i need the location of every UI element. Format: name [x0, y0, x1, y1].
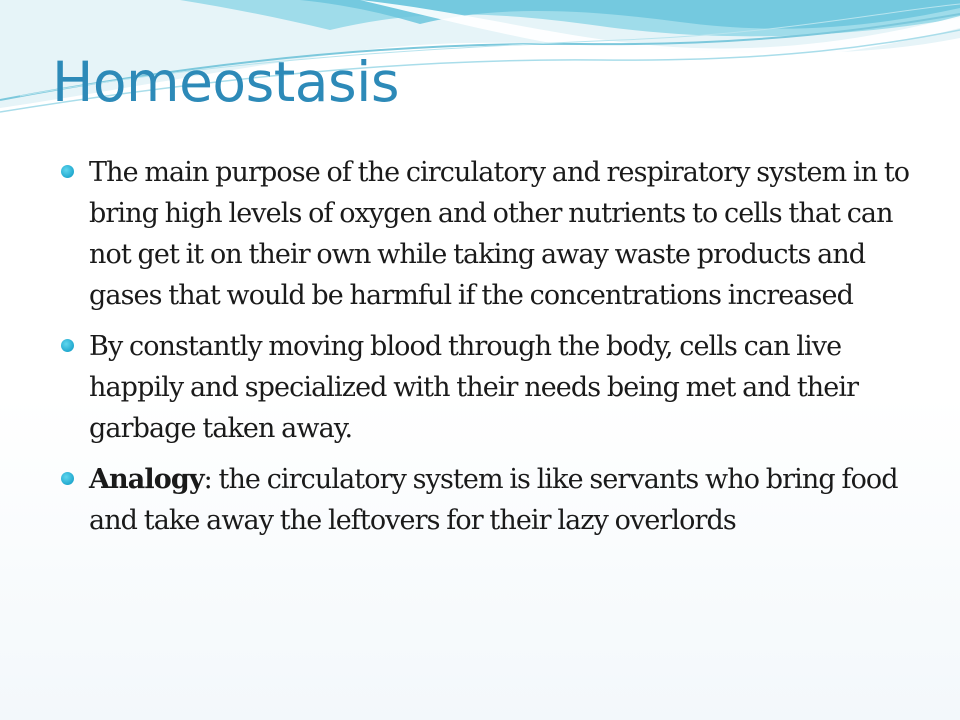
bullet-text: : the circulatory system is like servants who bring food and take away the leftovers for their lazy overlords: [89, 464, 898, 536]
bullet-text: The main purpose of the circulatory and respiratory system in to bring high levels of oxygen and other nutrients to cells that can not get it on their own while taking away waste products and gases that would be harmful if the concentrations increased: [89, 157, 910, 311]
bullet-text: By constantly moving blood through the body, cells can live happily and specialized with their needs being met and their garbage taken away.: [89, 331, 859, 444]
bullet-marker-icon: [61, 472, 74, 485]
bullet-item-analogy: [60, 459, 920, 541]
slide-title: Homeostasis: [52, 50, 400, 114]
bullet-list: [60, 152, 920, 551]
bullet-marker-icon: [61, 339, 74, 352]
bullet-marker-icon: [61, 165, 74, 178]
bullet-item-blood-flow: [60, 326, 920, 449]
bullet-lead-term: Analogy: [89, 464, 204, 495]
bullet-item-purpose: [60, 152, 920, 316]
